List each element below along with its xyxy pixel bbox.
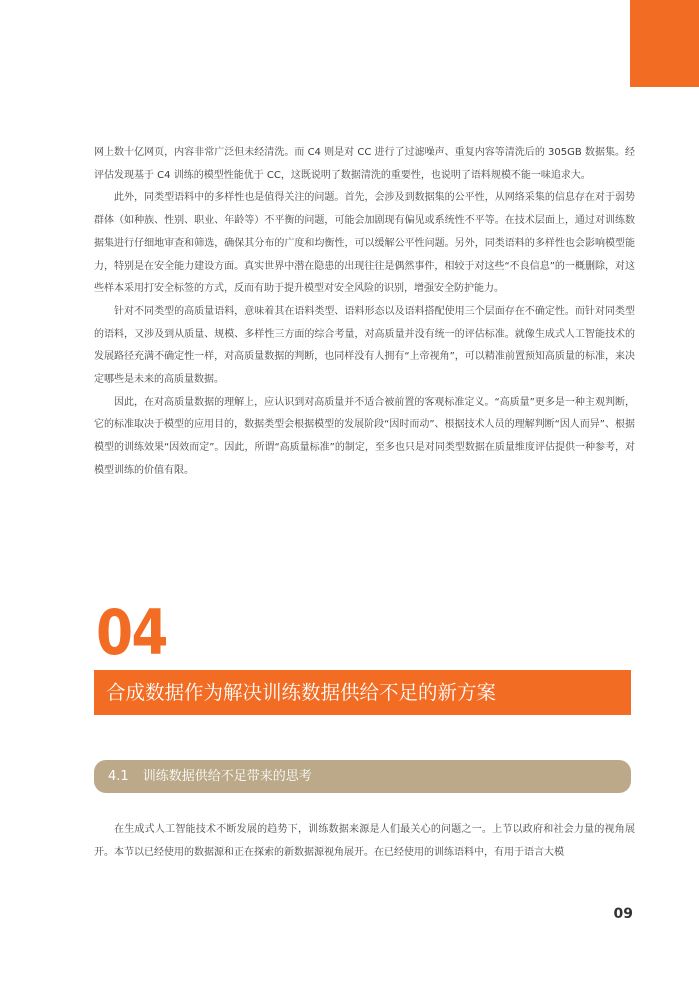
paragraph: 因此，在对高质量数据的理解上，应认识到对高质量并不适合被前置的客观标准定义。“高质量”更多是一种主观判断，它的标准取决于模型的应用目的，数据类型会根据模型的发展阶段“因时而动”、根据技术人员的理解判断“因人而异”、根据模型的训练效果“因效而定”。因此，所谓“高质量标准”的制定，至多也只是对同类型数据在质量维度评估提供一种参考，对模型训练的价值有限。 (94, 396, 635, 476)
paragraph: 网上数十亿网页，内容非常广泛但未经清洗。而 C4 则是对 CC 进行了过滤噪声、重复内容等清洗后的 305GB 数据集。经评估发现基于 C4 训练的模型性能优于 CC，这既说明了数据清洗的重要性，也说明了语料规模不能一味追求大。 (94, 147, 635, 181)
section-title: 合成数据作为解决训练数据供给不足的新方案 (106, 681, 497, 704)
subsection-title: 训练数据供给不足带来的思考 (142, 769, 312, 784)
paragraph: 在生成式人工智能技术不断发展的趋势下，训练数据来源是人们最关心的问题之一。上节以政府和社会力量的视角展开。本节以已经使用的数据源和正在探索的新数据源视角展开。在已经使用的训练语料中，有用于语言大模 (94, 824, 635, 858)
body-text-bottom (94, 819, 635, 864)
body-text-top (94, 142, 635, 483)
page-number: 09 (613, 906, 633, 922)
corner-accent-block (630, 0, 699, 87)
paragraph: 针对不同类型的高质量语料，意味着其在语料类型、语料形态以及语料搭配使用三个层面存在不确定性。而针对同类型的语料，又涉及到从质量、规模、多样性三方面的综合考量，对高质量并没有统一的评估标准。就像生成式人工智能技术的发展路径充满不确定性一样，对高质量数据的判断，也同样没有人拥有“上帝视角”，可以精准前置预知高质量的标准，来决定哪些是未来的高质量数据。 (94, 305, 635, 386)
section-banner (94, 670, 631, 715)
subsection-bar (94, 760, 631, 793)
paragraph: 此外，同类型语料中的多样性也是值得关注的问题。首先，会涉及到数据集的公平性，从网络采集的信息存在对于弱势群体（如种族、性别、职业、年龄等）不平衡的问题，可能会加剧现有偏见或系统性不平等。在技术层面上，通过对训练数据集进行仔细地审查和筛选，确保其分布的广度和均衡性，可以缓解公平性问题。另外，同类语料的多样性也会影响模型能力，特别是在安全能力建设方面。真实世界中潜在隐患的出现往往是偶然事件，相较于对这些“不良信息”的一概删除，对这些样本采用打安全标签的方式，反而有助于提升模型对安全风险的识别，增强安全防护能力。 (94, 192, 635, 295)
subsection-number: 4.1 (108, 769, 129, 784)
subsection-heading (108, 760, 312, 793)
section-number: 04 (96, 596, 167, 669)
